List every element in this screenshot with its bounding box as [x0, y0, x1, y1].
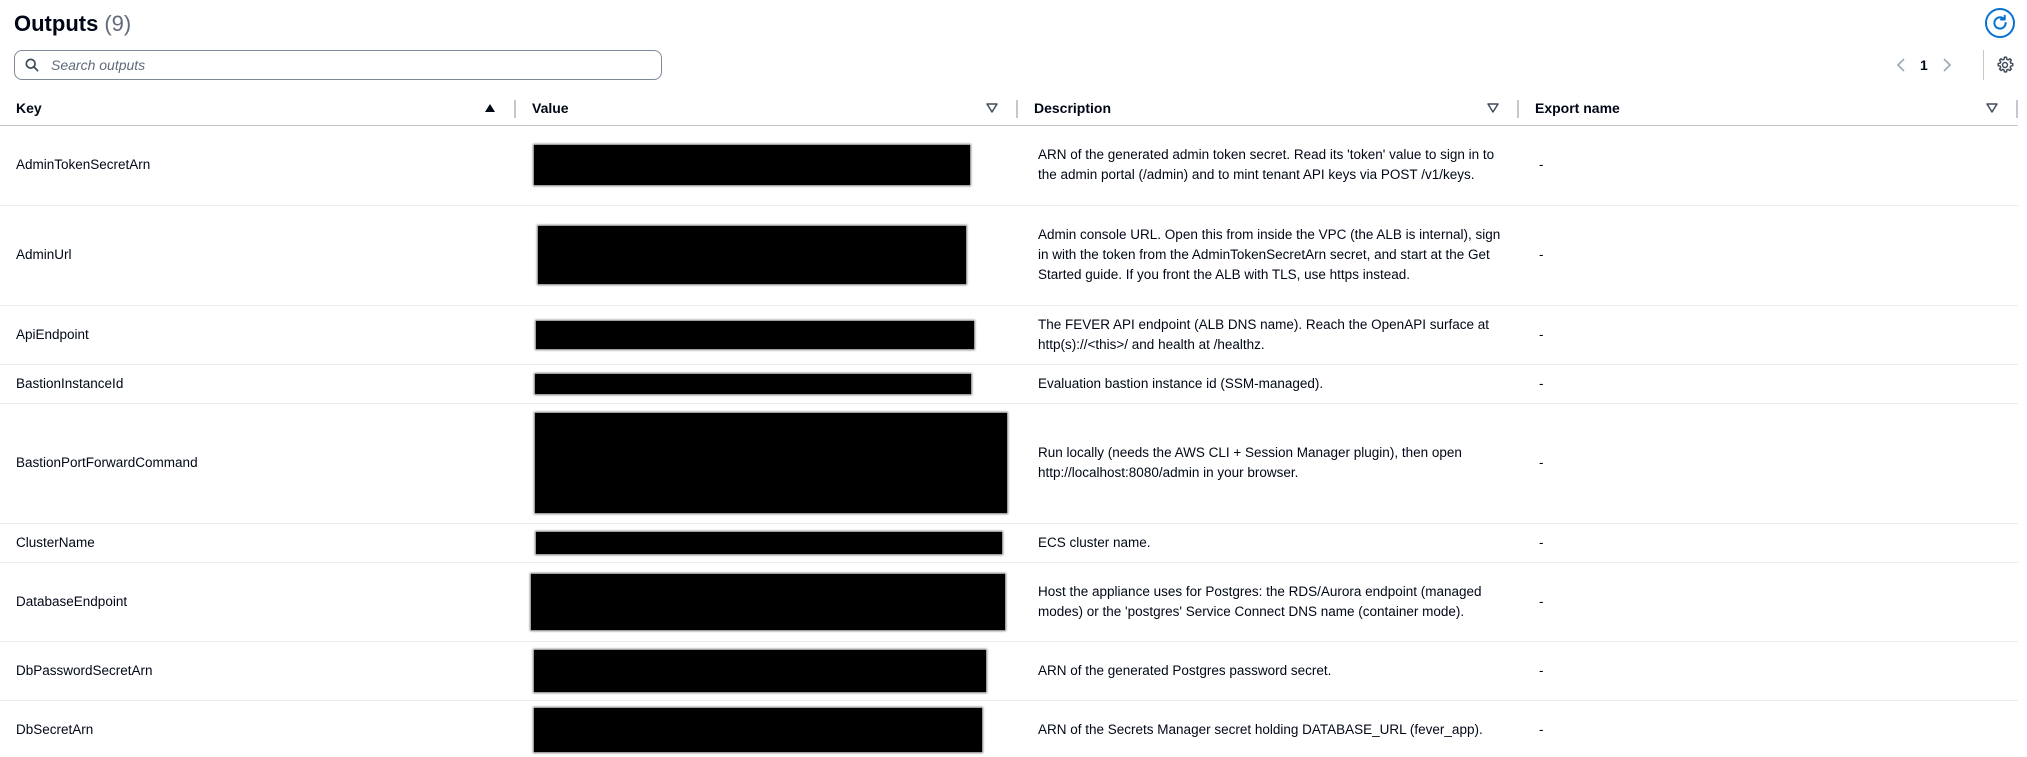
page-number[interactable]: 1	[1920, 57, 1928, 73]
output-key: ApiEndpoint	[0, 305, 516, 364]
output-value-redacted	[516, 364, 1018, 403]
column-header-value[interactable]: Value	[516, 92, 1018, 125]
outputs-count: (9)	[104, 11, 132, 36]
output-description: Run locally (needs the AWS CLI + Session Manager plugin), then open http://localhost:8080/admin in your browser.	[1018, 403, 1519, 523]
output-export-name: -	[1519, 403, 2018, 523]
output-value-redacted	[516, 523, 1018, 562]
output-value-redacted	[516, 562, 1018, 641]
output-key: DbPasswordSecretArn	[0, 641, 516, 700]
sort-icon[interactable]	[1986, 103, 1998, 113]
column-resize-handle[interactable]	[2016, 100, 2018, 118]
output-value-redacted	[516, 641, 1018, 700]
output-export-name: -	[1519, 125, 2018, 205]
output-description: The FEVER API endpoint (ALB DNS name). Reach the OpenAPI surface at http(s)://<this>/ and health at /healthz.	[1018, 305, 1519, 364]
output-key: BastionInstanceId	[0, 364, 516, 403]
output-export-name: -	[1519, 700, 2018, 757]
column-header-key[interactable]: Key	[0, 92, 516, 125]
output-value-redacted	[516, 700, 1018, 757]
toolbar-divider	[1983, 50, 1984, 80]
pagination	[1896, 50, 1952, 80]
output-key: AdminTokenSecretArn	[0, 125, 516, 205]
output-export-name: -	[1519, 205, 2018, 305]
table-header-row	[0, 92, 2018, 125]
preferences-button[interactable]	[1993, 53, 2017, 77]
output-description: Host the appliance uses for Postgres: the RDS/Aurora endpoint (managed modes) or the 'postgres' Service Connect DNS name (container mode).	[1018, 562, 1519, 641]
chevron-left-icon	[1896, 58, 1906, 72]
output-key: AdminUrl	[0, 205, 516, 305]
output-export-name: -	[1519, 641, 2018, 700]
output-value-redacted	[516, 205, 1018, 305]
table-row	[0, 403, 2018, 523]
gear-icon	[1996, 56, 2014, 74]
output-description: ECS cluster name.	[1018, 523, 1519, 562]
output-export-name: -	[1519, 305, 2018, 364]
output-key: DbSecretArn	[0, 700, 516, 757]
sort-icon[interactable]	[1487, 103, 1499, 113]
output-export-name: -	[1519, 364, 2018, 403]
refresh-button[interactable]	[1985, 8, 2015, 38]
output-key: BastionPortForwardCommand	[0, 403, 516, 523]
refresh-icon	[1991, 14, 2009, 32]
output-description: Evaluation bastion instance id (SSM-managed).	[1018, 364, 1519, 403]
search-input[interactable]	[49, 56, 643, 74]
table-row	[0, 305, 2018, 364]
output-description: ARN of the Secrets Manager secret holding DATABASE_URL (fever_app).	[1018, 700, 1519, 757]
outputs-header	[14, 8, 131, 40]
sort-icon[interactable]	[986, 103, 998, 113]
table-row	[0, 205, 2018, 305]
output-key: DatabaseEndpoint	[0, 562, 516, 641]
table-row	[0, 523, 2018, 562]
output-value-redacted	[516, 125, 1018, 205]
output-description: Admin console URL. Open this from inside the VPC (the ALB is internal), sign in with the token from the AdminTokenSecretArn secret, and start at the Get Started guide. If you front the ALB with TLS, use https instead.	[1018, 205, 1519, 305]
output-export-name: -	[1519, 523, 2018, 562]
table-row	[0, 700, 2018, 757]
sort-ascending-icon[interactable]	[484, 103, 496, 113]
output-value-redacted	[516, 305, 1018, 364]
next-page-button[interactable]	[1942, 58, 1952, 72]
output-value-redacted	[516, 403, 1018, 523]
search-icon	[15, 58, 49, 72]
table-row	[0, 364, 2018, 403]
table-row	[0, 562, 2018, 641]
output-description: ARN of the generated Postgres password secret.	[1018, 641, 1519, 700]
table-row	[0, 125, 2018, 205]
output-export-name: -	[1519, 562, 2018, 641]
previous-page-button[interactable]	[1896, 58, 1906, 72]
table-row	[0, 641, 2018, 700]
chevron-right-icon	[1942, 58, 1952, 72]
output-description: ARN of the generated admin token secret. Read its 'token' value to sign in to the admin portal (/admin) and to mint tenant API keys via POST /v1/keys.	[1018, 125, 1519, 205]
column-header-description[interactable]: Description	[1018, 92, 1519, 125]
outputs-table	[0, 92, 2018, 757]
search-box	[14, 50, 662, 80]
page-title: Outputs	[14, 11, 99, 36]
output-key: ClusterName	[0, 523, 516, 562]
column-header-export-name[interactable]: Export name	[1519, 92, 2018, 125]
